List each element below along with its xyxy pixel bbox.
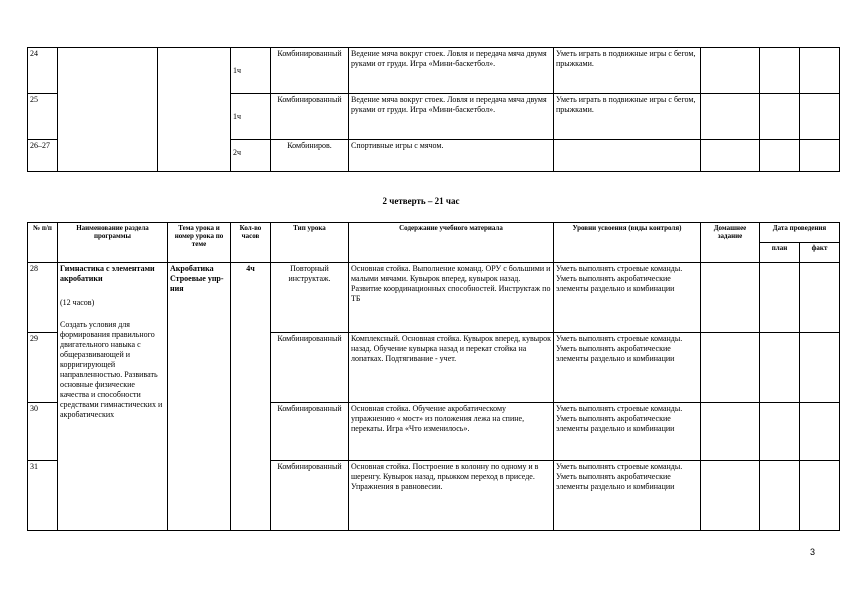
- lessons-table: [27, 222, 840, 531]
- topic-hours: 4ч: [231, 263, 271, 531]
- homework-cell: [701, 403, 760, 461]
- homework-cell: [701, 461, 760, 531]
- fact-date-cell: [800, 48, 840, 94]
- homework-cell: [701, 94, 760, 140]
- section-cell: [58, 263, 168, 531]
- homework-cell: [701, 140, 760, 172]
- lesson-number: 28: [28, 263, 58, 333]
- lesson-content: Ведение мяча вокруг стоек. Ловля и передача мяча двумя руками от груди. Игра «Мини-баскетбол».: [349, 94, 554, 140]
- lesson-requirements: [554, 140, 701, 172]
- header-content: Содержание учебного материала: [349, 223, 554, 263]
- header-num: № п/п: [28, 223, 58, 263]
- lesson-type: Повторный инструктаж.: [271, 263, 349, 333]
- lesson-type: Комбинированный: [271, 94, 349, 140]
- lesson-number: 30: [28, 403, 58, 461]
- lesson-number: 29: [28, 333, 58, 403]
- lesson-number: 26–27: [28, 140, 58, 172]
- lesson-type: Комбинированный: [271, 461, 349, 531]
- homework-cell: [701, 263, 760, 333]
- lesson-requirements: Уметь выполнять строевые команды. Уметь выполнять акробатические элементы раздельно и комбинации: [554, 461, 701, 531]
- header-hours: Кол-во часов: [231, 223, 271, 263]
- header-date: Дата проведения: [760, 223, 840, 243]
- header-requirements: Уровни усвоения (виды контроля): [554, 223, 701, 263]
- section-title: Гимнастика с элементами акробатики: [60, 264, 155, 283]
- topic-cell: [168, 263, 231, 531]
- lesson-type: Комбиниров.: [271, 140, 349, 172]
- fact-date-cell: [800, 403, 840, 461]
- lesson-content: Комплексный. Основная стойка. Кувырок вперед, кувырок назад. Обучение кувырка назад и перекат стойка на лопатках. Подтягивание - учет.: [349, 333, 554, 403]
- lesson-content: Ведение мяча вокруг стоек. Ловля и передача мяча двумя руками от груди. Игра «Мини-баскетбол».: [349, 48, 554, 94]
- fact-date-cell: [800, 94, 840, 140]
- lesson-content: Основная стойка. Обучение акробатическому упражнению « мост» из положения лежа на спине, перекаты. Игра «Что изменилось».: [349, 403, 554, 461]
- lesson-content: Основная стойка. Построение в колонну по одному и в шеренгу. Кувырок назад, прыжком переход в приседе. Упражнения в равновесии.: [349, 461, 554, 531]
- lesson-number: 24: [28, 48, 58, 94]
- lesson-requirements: Уметь играть в подвижные игры с бегом, прыжками.: [554, 94, 701, 140]
- fact-date-cell: [800, 461, 840, 531]
- topic-cell: [158, 48, 231, 172]
- section-goal: Создать условия для формирования правильного двигательного навыка с общеразвивающей и корригирующей направленностью. Развивать основные физические качества и способности средствами гимнастических и акробатических: [60, 320, 163, 419]
- lesson-number: 31: [28, 461, 58, 531]
- header-section: Наименование раздела программы: [58, 223, 168, 263]
- lesson-requirements: Уметь выполнять строевые команды. Уметь выполнять акробатические элементы раздельно и комбинации: [554, 333, 701, 403]
- lesson-content: Основная стойка. Выполнение команд. ОРУ с большими и малыми мячами. Кувырок вперед, кувырок назад. Развитие координационных способностей. Инструктаж по ТБ: [349, 263, 554, 333]
- plan-date-cell: [760, 333, 800, 403]
- lesson-hours: 1ч: [231, 48, 271, 94]
- section-hours-note: (12 часов): [60, 298, 95, 307]
- fact-date-cell: [800, 333, 840, 403]
- lesson-requirements: Уметь играть в подвижные игры с бегом, прыжками.: [554, 48, 701, 94]
- quarter-heading: 2 четверть – 21 час: [382, 196, 460, 206]
- topic-title: Акробатика Строевые упр-ния: [170, 264, 224, 293]
- homework-cell: [701, 333, 760, 403]
- table-row: [28, 263, 840, 333]
- lesson-content: Спортивные игры с мячом.: [349, 140, 554, 172]
- lesson-type: Комбинированный: [271, 333, 349, 403]
- header-type: Тип урока: [271, 223, 349, 263]
- section-cell: [58, 48, 158, 172]
- table-header-row: [28, 223, 840, 243]
- plan-date-cell: [760, 403, 800, 461]
- plan-date-cell: [760, 263, 800, 333]
- lesson-requirements: Уметь выполнять строевые команды. Уметь выполнять акробатические элементы раздельно и комбинации: [554, 403, 701, 461]
- lesson-type: Комбинированный: [271, 48, 349, 94]
- header-homework: Домашнее задание: [701, 223, 760, 263]
- plan-date-cell: [760, 48, 800, 94]
- lesson-hours: 1ч: [231, 94, 271, 140]
- lesson-type: Комбинированный: [271, 403, 349, 461]
- header-fact: факт: [800, 243, 840, 263]
- lesson-hours: 2ч: [231, 140, 271, 172]
- header-plan: план: [760, 243, 800, 263]
- plan-date-cell: [760, 94, 800, 140]
- lesson-number: 25: [28, 94, 58, 140]
- plan-date-cell: [760, 461, 800, 531]
- table-row: [28, 48, 840, 94]
- fact-date-cell: [800, 140, 840, 172]
- previous-lessons-table: [27, 47, 840, 172]
- header-topic: Тема урока и номер урока по теме: [168, 223, 231, 263]
- lesson-requirements: Уметь выполнять строевые команды. Уметь выполнять акробатические элементы раздельно и комбинации: [554, 263, 701, 333]
- fact-date-cell: [800, 263, 840, 333]
- plan-date-cell: [760, 140, 800, 172]
- page-number: 3: [809, 547, 815, 557]
- homework-cell: [701, 48, 760, 94]
